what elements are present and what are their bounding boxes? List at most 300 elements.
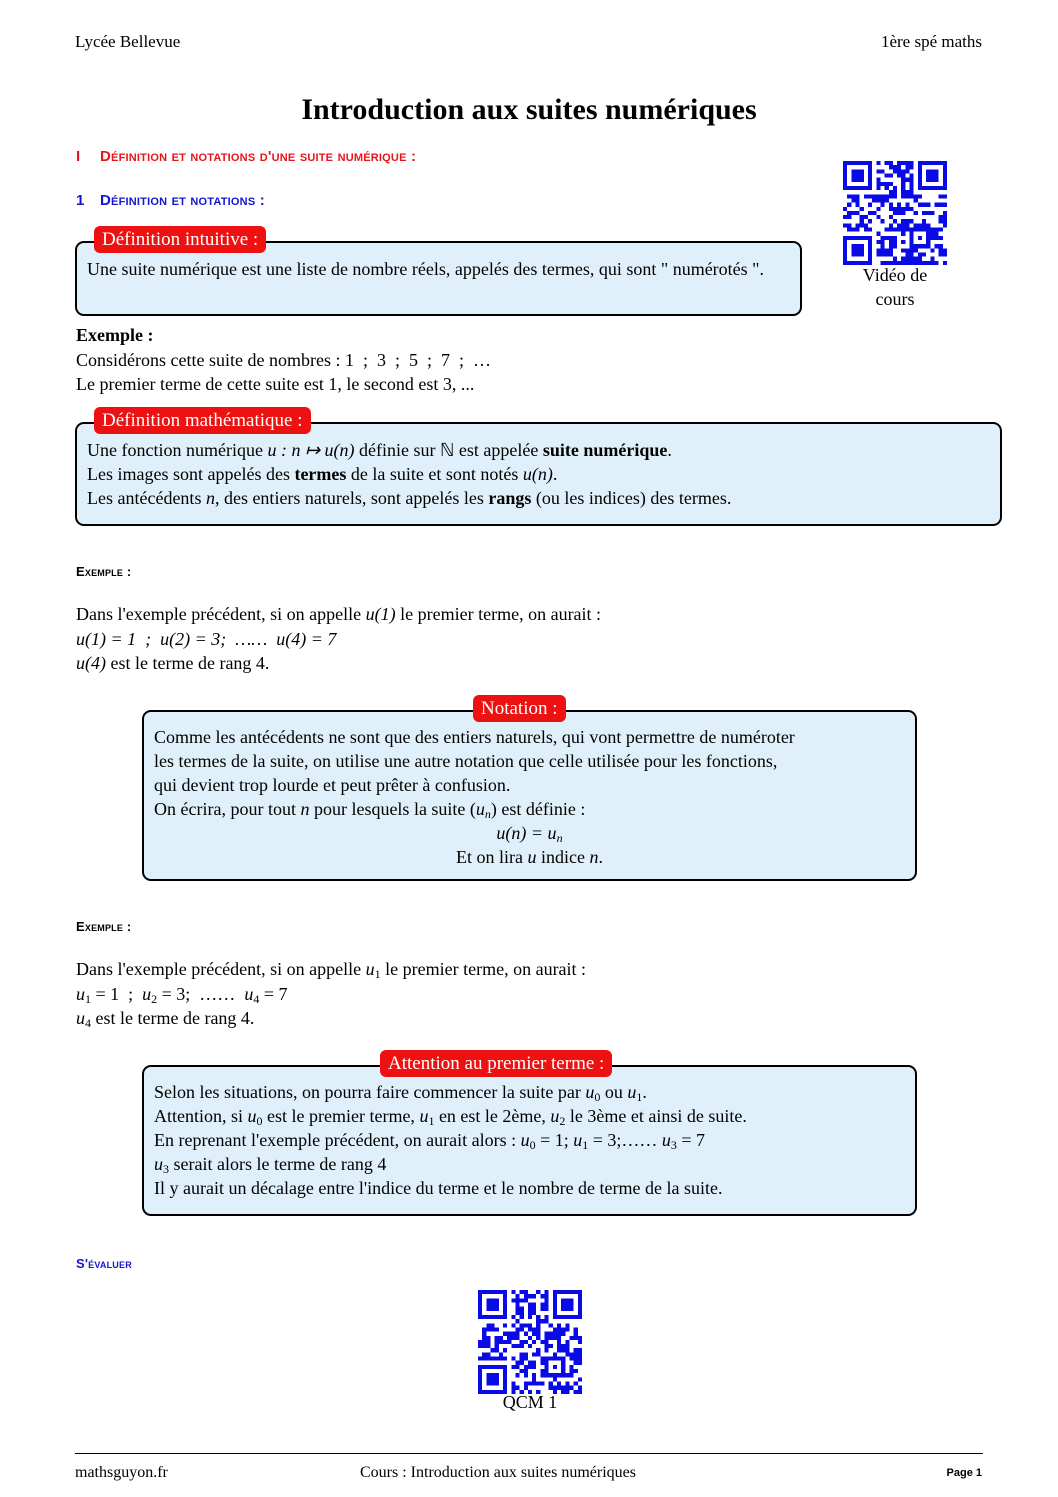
math-subscript: 3 [163,1162,169,1176]
qr-module [901,186,905,190]
math: u [244,983,254,1004]
math: n [300,799,310,819]
qr-module [499,1357,503,1361]
section-number: I [76,148,81,165]
qr-module [482,1340,486,1344]
qr-module [520,1311,524,1315]
qr-module [926,161,930,165]
qr-module [490,1327,494,1331]
qr-module [885,161,889,165]
qr-module [855,186,859,190]
qr-module [503,1311,507,1315]
qr-module [520,1307,524,1311]
subsection-number: 1 [76,192,85,209]
qr-module [893,194,897,198]
qr-module [872,198,876,202]
math: u [154,1154,163,1174]
attention-box [142,1053,917,1216]
qr-module [574,1390,578,1394]
qr-module [926,244,930,248]
text: = 1; [535,1130,574,1150]
qr-module [528,1344,532,1348]
qr-module [876,215,880,219]
qr-module [926,211,930,215]
qr-module [939,236,943,240]
math: u [527,847,537,867]
qr-module [880,169,884,173]
qr-module [851,244,855,248]
qr-module [876,186,880,190]
qr-module [503,1332,507,1336]
qr-module [578,1357,582,1361]
qr-module [885,194,889,198]
qr-module [843,186,847,190]
qr-module [876,182,880,186]
qr-module [922,161,926,165]
qr-module [864,186,868,190]
qr-module [490,1302,494,1306]
qr-module [868,194,872,198]
math: u : n ↦ u(n) [267,440,355,460]
qr-module [545,1369,549,1373]
qr-module [553,1377,557,1381]
qr-module [503,1373,507,1377]
qr-module [880,219,884,223]
qr-module [889,207,893,211]
text: En reprenant l'exemple précédent, on aurait alors : [154,1130,521,1150]
text: en est le 2ème, [434,1106,551,1126]
qr-module [482,1327,486,1331]
qr-module [918,228,922,232]
qr-module [495,1348,499,1352]
qr-module [528,1323,532,1327]
text: . [598,847,603,867]
qr-module [545,1290,549,1294]
qr-module [565,1290,569,1294]
qr-module [860,223,864,227]
qr-caption-line: Vidéo de [862,265,928,285]
qr-module [889,182,893,186]
qr-module [490,1298,494,1302]
qr-module [880,203,884,207]
qr-module [511,1323,515,1327]
qr-module [943,223,947,227]
qr-module [855,244,859,248]
qr-module [851,253,855,257]
qr-module [860,207,864,211]
qr-module [943,182,947,186]
qr-module [486,1323,490,1327]
attention-line [154,1080,905,1104]
qr-module [574,1382,578,1386]
qr-module [918,186,922,190]
qr-module [561,1386,565,1390]
qr-module [910,194,914,198]
qr-module [930,248,934,252]
qr-module [876,253,880,257]
text: le premier terme, on aurait : [395,604,602,624]
qr-module [557,1386,561,1390]
qr-module [545,1307,549,1311]
qr-module [524,1369,528,1373]
qr-module [939,228,943,232]
qr-module [868,165,872,169]
qr-module [905,169,909,173]
qr-module [843,161,847,165]
example-2 [76,602,601,676]
header-level: 1ère spé maths [880,32,982,51]
qr-module [528,1315,532,1319]
qr-module [868,228,872,232]
qr-module [511,1298,515,1302]
qr-module [511,1344,515,1348]
qr-module [876,198,880,202]
math: u [365,959,375,979]
qr-code-icon[interactable] [478,1290,582,1394]
qr-module [549,1336,553,1340]
text: le 3ème et ainsi de suite. [565,1106,747,1126]
qr-module [507,1332,511,1336]
footer-course: Cours : Introduction aux suites numériques [360,1464,636,1481]
qr-module [540,1373,544,1377]
qr-module [918,194,922,198]
math-subscript: 2 [559,1114,566,1128]
qr-module [478,1315,482,1319]
qr-module [851,173,855,177]
qr-module [930,161,934,165]
qr-module [926,186,930,190]
qr-module [503,1294,507,1298]
qr-module [914,257,918,261]
qr-module [893,257,897,261]
qr-module [889,244,893,248]
qr-module [565,1344,569,1348]
qr-module [478,1302,482,1306]
qr-module [515,1319,519,1323]
qr-module [930,178,934,182]
example-3-heading: Exemple : [76,919,132,934]
text: Et on lira [456,847,528,867]
text: est le terme de rang 4. [91,1008,255,1028]
qr-module [520,1340,524,1344]
qr-module [905,194,909,198]
qr-module [482,1357,486,1361]
footer-page-number: Page 1 [946,1467,982,1479]
footer-site[interactable]: mathsguyon.fr [75,1464,168,1481]
qr-module [868,240,872,244]
qr-module [574,1332,578,1336]
qr-module [876,178,880,182]
qr-module [574,1336,578,1340]
qr-module [565,1323,569,1327]
qr-module [553,1302,557,1306]
math-subscript: n [556,831,563,845]
qr-module [918,223,922,227]
qr-module [486,1315,490,1319]
qr-module [565,1307,569,1311]
qr-module [495,1302,499,1306]
qr-module [851,186,855,190]
qr-module [561,1290,565,1294]
qr-module [922,244,926,248]
example-heading: Exemple : [76,325,154,345]
qr-module [545,1357,549,1361]
qr-module [868,173,872,177]
qr-module [532,1340,536,1344]
text: indice [536,847,590,867]
qr-module [574,1348,578,1352]
qr-module [847,215,851,219]
qr-module [490,1323,494,1327]
qr-module [528,1307,532,1311]
qr-module [528,1365,532,1369]
qr-module [490,1357,494,1361]
qr-module [843,173,847,177]
qr-module [515,1332,519,1336]
qr-module [515,1307,519,1311]
qr-module [545,1365,549,1369]
qr-module [843,207,847,211]
text: On écrira, pour tout [154,799,301,819]
qr-module [860,219,864,223]
qr-module [893,219,897,223]
qr-module [486,1382,490,1386]
qr-module [893,207,897,211]
qr-module [918,165,922,169]
qr-module [478,1373,482,1377]
qr-module [847,186,851,190]
qr-module [855,253,859,257]
qr-module [482,1332,486,1336]
qr-module [889,173,893,177]
qr-module [926,169,930,173]
qr-module [901,194,905,198]
qr-module [885,228,889,232]
math: u(n) = u [496,823,557,843]
qr-qcm-block[interactable] [478,1290,582,1414]
qr-module [935,236,939,240]
qr-module [561,1327,565,1331]
qr-module [897,165,901,169]
qr-module [495,1382,499,1386]
qr-module [482,1365,486,1369]
qr-module [495,1365,499,1369]
text: Dans l'exemple précédent, si on appelle [76,604,366,624]
qr-module [847,194,851,198]
qr-module [495,1315,499,1319]
qr-module [880,236,884,240]
qr-module [545,1315,549,1319]
qr-module [847,236,851,240]
qr-module [893,244,897,248]
qr-module [843,223,847,227]
qr-module [943,248,947,252]
qr-module [565,1327,569,1331]
qr-module [507,1336,511,1340]
math: u [76,983,85,1004]
qr-module [486,1327,490,1331]
math: u [419,1106,429,1126]
qr-module [532,1365,536,1369]
qr-module [570,1357,574,1361]
qr-module [520,1361,524,1365]
definition-intuitive-box [75,229,802,316]
qr-module [910,173,914,177]
qr-module [910,232,914,236]
qr-module [545,1340,549,1344]
qr-module [939,219,943,223]
math-subscript: 1 [582,1138,589,1152]
qr-module [930,211,934,215]
qr-module [943,261,947,265]
qr-module [851,169,855,173]
qr-module [897,173,901,177]
qr-module [855,173,859,177]
qr-module [482,1315,486,1319]
qr-module [532,1352,536,1356]
qr-module [843,240,847,244]
qr-module [922,203,926,207]
qr-module [935,203,939,207]
qr-module [570,1290,574,1294]
qr-module [578,1361,582,1365]
qr-module [943,219,947,223]
qr-module [889,223,893,227]
qr-module [553,1365,557,1369]
qr-module [935,244,939,248]
qr-module [515,1298,519,1302]
qr-module [490,1382,494,1386]
qr-module [926,240,930,244]
qr-module [528,1311,532,1315]
qr-module [515,1373,519,1377]
qr-module [561,1365,565,1369]
qr-module [939,248,943,252]
qr-module [532,1311,536,1315]
qr-module [930,173,934,177]
qr-video-block[interactable] [843,161,947,311]
qr-module [557,1373,561,1377]
qr-module [868,253,872,257]
qr-module [561,1307,565,1311]
qr-module [478,1311,482,1315]
qr-module [520,1290,524,1294]
qr-module [893,190,897,194]
qr-module [943,165,947,169]
qr-module [847,161,851,165]
text: . [642,1082,647,1102]
qr-module [910,219,914,223]
math: u [573,1130,583,1150]
qr-module [565,1348,569,1352]
qr-module [864,194,868,198]
qr-module [901,248,905,252]
math: n [205,488,215,508]
qr-module [926,203,930,207]
qr-module [515,1365,519,1369]
qr-module [574,1327,578,1331]
page-title: Introduction aux suites numériques [301,93,757,126]
qr-module [515,1344,519,1348]
qr-module [868,203,872,207]
qr-module [910,178,914,182]
qr-module [876,207,880,211]
qr-module [553,1294,557,1298]
qr-module [536,1290,540,1294]
qr-module [574,1369,578,1373]
qr-module [914,194,918,198]
qr-module [499,1365,503,1369]
qr-module [520,1323,524,1327]
qr-module [847,203,851,207]
qr-module [499,1315,503,1319]
qr-module [926,223,930,227]
qr-module [889,161,893,165]
qr-module [536,1327,540,1331]
qr-module [893,236,897,240]
example-line: Le premier terme de cette suite est 1, le second est 3, ... [76,374,475,394]
qr-module [901,173,905,177]
qr-module [532,1373,536,1377]
qr-module [843,169,847,173]
qr-module [553,1327,557,1331]
qr-module [553,1336,557,1340]
qr-module [486,1352,490,1356]
definition-math-box [75,410,1002,526]
qr-module [478,1377,482,1381]
qr-module [549,1344,553,1348]
qr-module [578,1377,582,1381]
qr-module [578,1307,582,1311]
qr-module [524,1340,528,1344]
qr-module [926,228,930,232]
qr-module [511,1357,515,1361]
qr-module [478,1307,482,1311]
qr-module [553,1352,557,1356]
qr-module [528,1294,532,1298]
qr-module [478,1340,482,1344]
qr-module [478,1294,482,1298]
qr-module [889,190,893,194]
qr-module [855,178,859,182]
qr-code-icon[interactable] [843,161,947,265]
qr-module [520,1298,524,1302]
qr-caption-line: cours [875,289,915,309]
qr-module [545,1294,549,1298]
qr-module [843,261,847,265]
qr-module [918,161,922,165]
qr-module [511,1332,515,1336]
qr-module [855,211,859,215]
qr-module [515,1336,519,1340]
qr-module [570,1386,574,1390]
qr-module [578,1290,582,1294]
qr-module [943,194,947,198]
qr-module [910,240,914,244]
qr-module [570,1315,574,1319]
qr-module [922,253,926,257]
qr-qcm-caption: QCM 1 [502,1392,558,1412]
qr-module [918,169,922,173]
qr-module [478,1365,482,1369]
qr-module [578,1386,582,1390]
qr-module [918,178,922,182]
qr-module [553,1311,557,1315]
qr-module [540,1382,544,1386]
notation-line: les termes de la suite, on utilise une autre notation que celle utilisée pour les fonctions, [154,751,778,771]
qr-module [860,248,864,252]
qr-module [499,1290,503,1294]
